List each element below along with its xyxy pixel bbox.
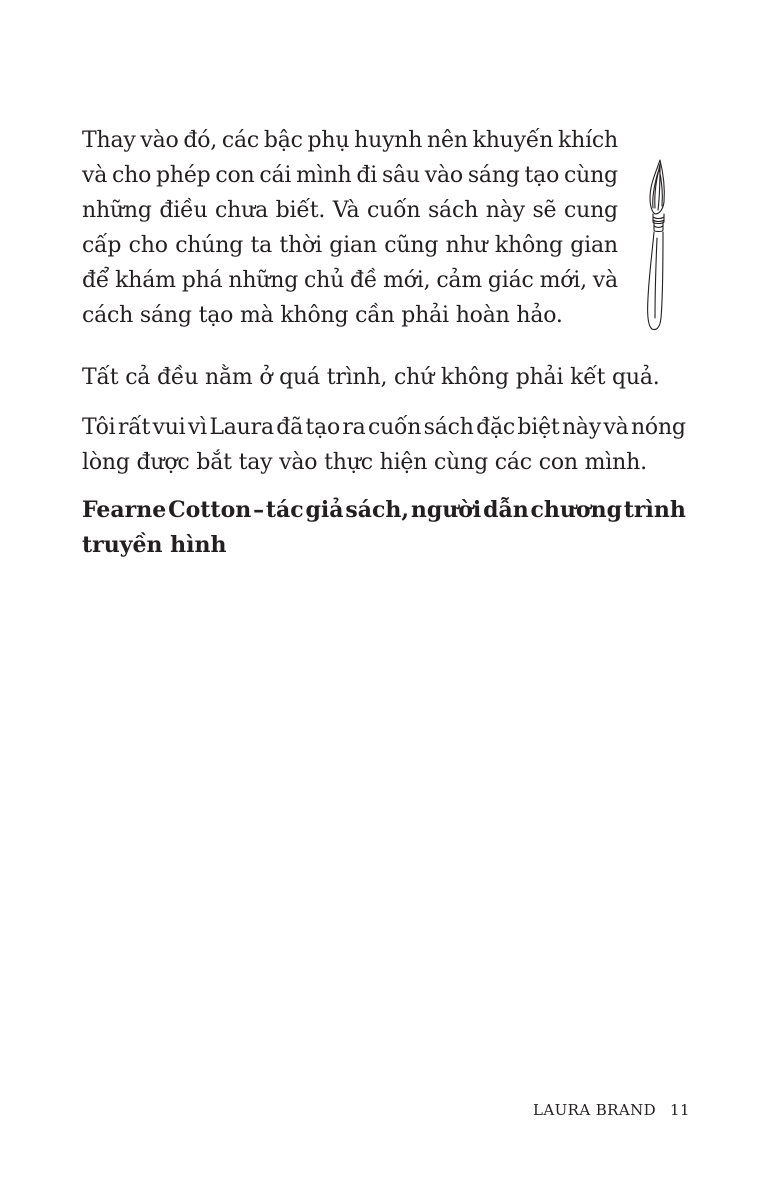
text-line xyxy=(82,228,618,263)
word: cho xyxy=(112,163,152,188)
word: gian xyxy=(329,233,377,258)
word: vào xyxy=(140,128,179,153)
word: chương xyxy=(530,497,622,523)
word: phụ xyxy=(307,128,350,153)
word: người xyxy=(410,497,482,523)
word: và xyxy=(592,268,618,293)
word: khích xyxy=(557,128,618,153)
word: tạo xyxy=(305,415,340,440)
word: cảm xyxy=(436,268,483,293)
word: nóng xyxy=(630,415,686,440)
word: – xyxy=(253,497,265,523)
word: ta xyxy=(250,233,273,258)
word: không xyxy=(494,233,563,258)
text-line xyxy=(82,410,686,445)
word: sách xyxy=(423,415,474,440)
word: cũng xyxy=(384,233,439,258)
word: biệt xyxy=(517,415,560,440)
word: sáng xyxy=(467,163,520,188)
word: phá xyxy=(181,268,223,293)
word: mới, xyxy=(539,268,587,293)
word: cái xyxy=(259,163,292,188)
attribution-line: truyền hình xyxy=(82,532,227,558)
text-line xyxy=(82,263,618,298)
word: Laura xyxy=(209,415,274,440)
paragraph-excitement xyxy=(82,410,686,480)
word: chưa xyxy=(215,198,269,223)
attribution-line xyxy=(82,493,686,528)
word: cuốn xyxy=(367,415,422,440)
word: tạo xyxy=(524,163,560,188)
word: Tôi xyxy=(82,415,116,440)
word: Cotton xyxy=(168,497,252,523)
text-line: lòng được bắt tay vào thực hiện cùng các con mình. xyxy=(82,450,647,475)
word: giả xyxy=(305,497,344,523)
word: Và xyxy=(332,198,360,223)
word: điều xyxy=(159,198,208,223)
attribution xyxy=(82,493,686,563)
word: khuyến xyxy=(472,128,554,153)
word: cùng xyxy=(563,163,618,188)
text-line xyxy=(82,193,618,228)
word: Fearne xyxy=(82,497,167,523)
word: Thay xyxy=(82,128,136,153)
word: biết. xyxy=(275,198,326,223)
word: khám xyxy=(115,268,176,293)
page-number: 11 xyxy=(670,1101,690,1119)
word: chủ xyxy=(304,268,345,293)
word: cuốn xyxy=(367,198,421,223)
word: dẫn xyxy=(483,497,529,523)
word: sách, xyxy=(345,497,410,523)
paintbrush-sketch-icon xyxy=(636,158,672,333)
word: con xyxy=(215,163,255,188)
word: này xyxy=(485,198,525,223)
text-line xyxy=(82,158,618,193)
word: gian xyxy=(570,233,618,258)
word: và xyxy=(82,163,108,188)
text-line: cách sáng tạo mà không cần phải hoàn hảo. xyxy=(82,303,563,328)
word: huynh xyxy=(354,128,423,153)
word: cho xyxy=(128,233,168,258)
word: như xyxy=(445,233,488,258)
paragraph-intro xyxy=(82,123,618,333)
word: rất xyxy=(117,415,151,440)
word: các xyxy=(221,128,260,153)
word: trình xyxy=(623,497,686,523)
word: những xyxy=(82,198,152,223)
word: giác xyxy=(487,268,534,293)
word: sách xyxy=(427,198,479,223)
word: vui xyxy=(152,415,186,440)
word: cấp xyxy=(82,233,122,258)
word: nên xyxy=(427,128,468,153)
word: mình xyxy=(296,163,352,188)
word: thời xyxy=(279,233,322,258)
word: chúng xyxy=(175,233,244,258)
word: vào xyxy=(424,163,463,188)
word: mới, xyxy=(383,268,431,293)
word: bậc xyxy=(263,128,303,153)
word: vì xyxy=(187,415,207,440)
word: sâu xyxy=(381,163,420,188)
word: đề xyxy=(349,268,378,293)
word: này xyxy=(561,415,602,440)
footer-author: LAURA BRAND xyxy=(533,1101,657,1119)
word: đã xyxy=(276,415,304,440)
text-line: Tất cả đều nằm ở quá trình, chứ không phải kết quả. xyxy=(82,365,660,390)
word: những xyxy=(228,268,299,293)
word: đi xyxy=(356,163,378,188)
text-line xyxy=(82,123,618,158)
word: và xyxy=(603,415,629,440)
word: tác xyxy=(265,497,304,523)
word: để xyxy=(82,268,110,293)
word: cung xyxy=(563,198,618,223)
word: ra xyxy=(342,415,366,440)
word: đó, xyxy=(183,128,218,153)
word: phép xyxy=(155,163,211,188)
word: đặc xyxy=(476,415,516,440)
paragraph-process xyxy=(82,360,660,395)
running-footer xyxy=(533,1101,690,1119)
word: sẽ xyxy=(532,198,557,223)
